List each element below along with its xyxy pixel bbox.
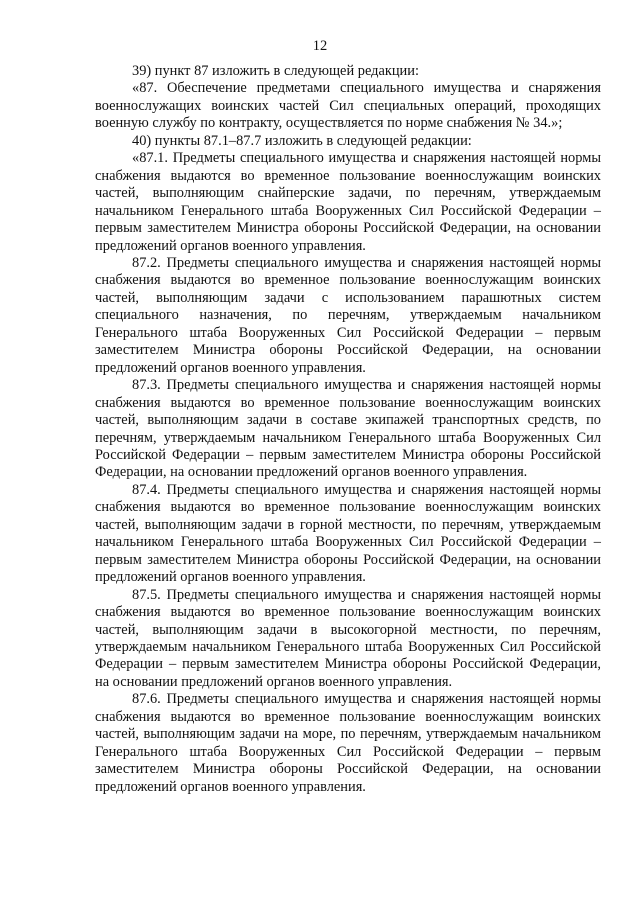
paragraph-item-39: 39) пункт 87 изложить в следующей редакции: (132, 63, 419, 79)
paragraph-87-2: 87.2. Предметы специального имущества и снаряжения настоящей нормы снабжения выдаются во временное пользование военнослужащим воинских частей, выполняющим задачи с использованием парашютных систем специального назначения, по перечням, утверждаемым начальником Генерального штаба Вооруженных Сил Российской Федерации – первым заместителем Министра обороны Российской Федерации, на основании предложений органов военного управления. (95, 254, 601, 376)
document-body (95, 63, 601, 796)
paragraph-87-3: 87.3. Предметы специального имущества и снаряжения настоящей нормы снабжения выдаются во временное пользование военнослужащим воинских частей, выполняющим задачи в составе экипажей транспортных средств, по перечням, утверждаемым начальником Генерального штаба Вооруженных Сил Российской Федерации – первым заместителем Министра обороны Российской Федерации, на основании предложений органов военного управления. (95, 377, 601, 481)
paragraph-87: «87. Обеспечение предметами специального имущества и снаряжения военнослужащих воинских частей Сил специальных операций, проходящих военную службу по контракту, осуществляется по норме снабжения № 34.»; (95, 80, 601, 132)
paragraph-87-6: 87.6. Предметы специального имущества и снаряжения настоящей нормы снабжения выдаются во временное пользование военнослужащим воинских частей, выполняющим задачи на море, по перечням, утверждаемым начальником Генерального штаба Вооруженных Сил Российской Федерации – первым заместителем Министра обороны Российской Федерации, на основании предложений органов военного управления. (95, 691, 601, 795)
paragraph-item-40: 40) пункты 87.1–87.7 изложить в следующей редакции: (132, 132, 472, 149)
paragraph-87-1: «87.1. Предметы специального имущества и снаряжения настоящей нормы снабжения выдаются во временное пользование военнослужащим воинских частей, выполняющим снайперские задачи, по перечням, утверждаемым начальником Генерального штаба Вооруженных Сил Российской Федерации – первым заместителем Министра обороны Российской Федерации, на основании предложений органов военного управления. (95, 150, 601, 254)
paragraph-87-5: 87.5. Предметы специального имущества и снаряжения настоящей нормы снабжения выдаются во временное пользование военнослужащим воинских частей, выполняющим задачи в высокогорной местности, по перечням, утверждаемым начальником Генерального штаба Вооруженных Сил Российской Федерации – первым заместителем Министра обороны Российской Федерации, на основании предложений органов военного управления. (95, 586, 601, 690)
paragraph-87-4: 87.4. Предметы специального имущества и снаряжения настоящей нормы снабжения выдаются во временное пользование военнослужащим воинских частей, выполняющим задачи в горной местности, по перечням, утверждаемым начальником Генерального штаба Вооруженных Сил Российской Федерации – первым заместителем Министра обороны Российской Федерации, на основании предложений органов военного управления. (95, 481, 601, 586)
page-number: 12 (312, 38, 328, 54)
